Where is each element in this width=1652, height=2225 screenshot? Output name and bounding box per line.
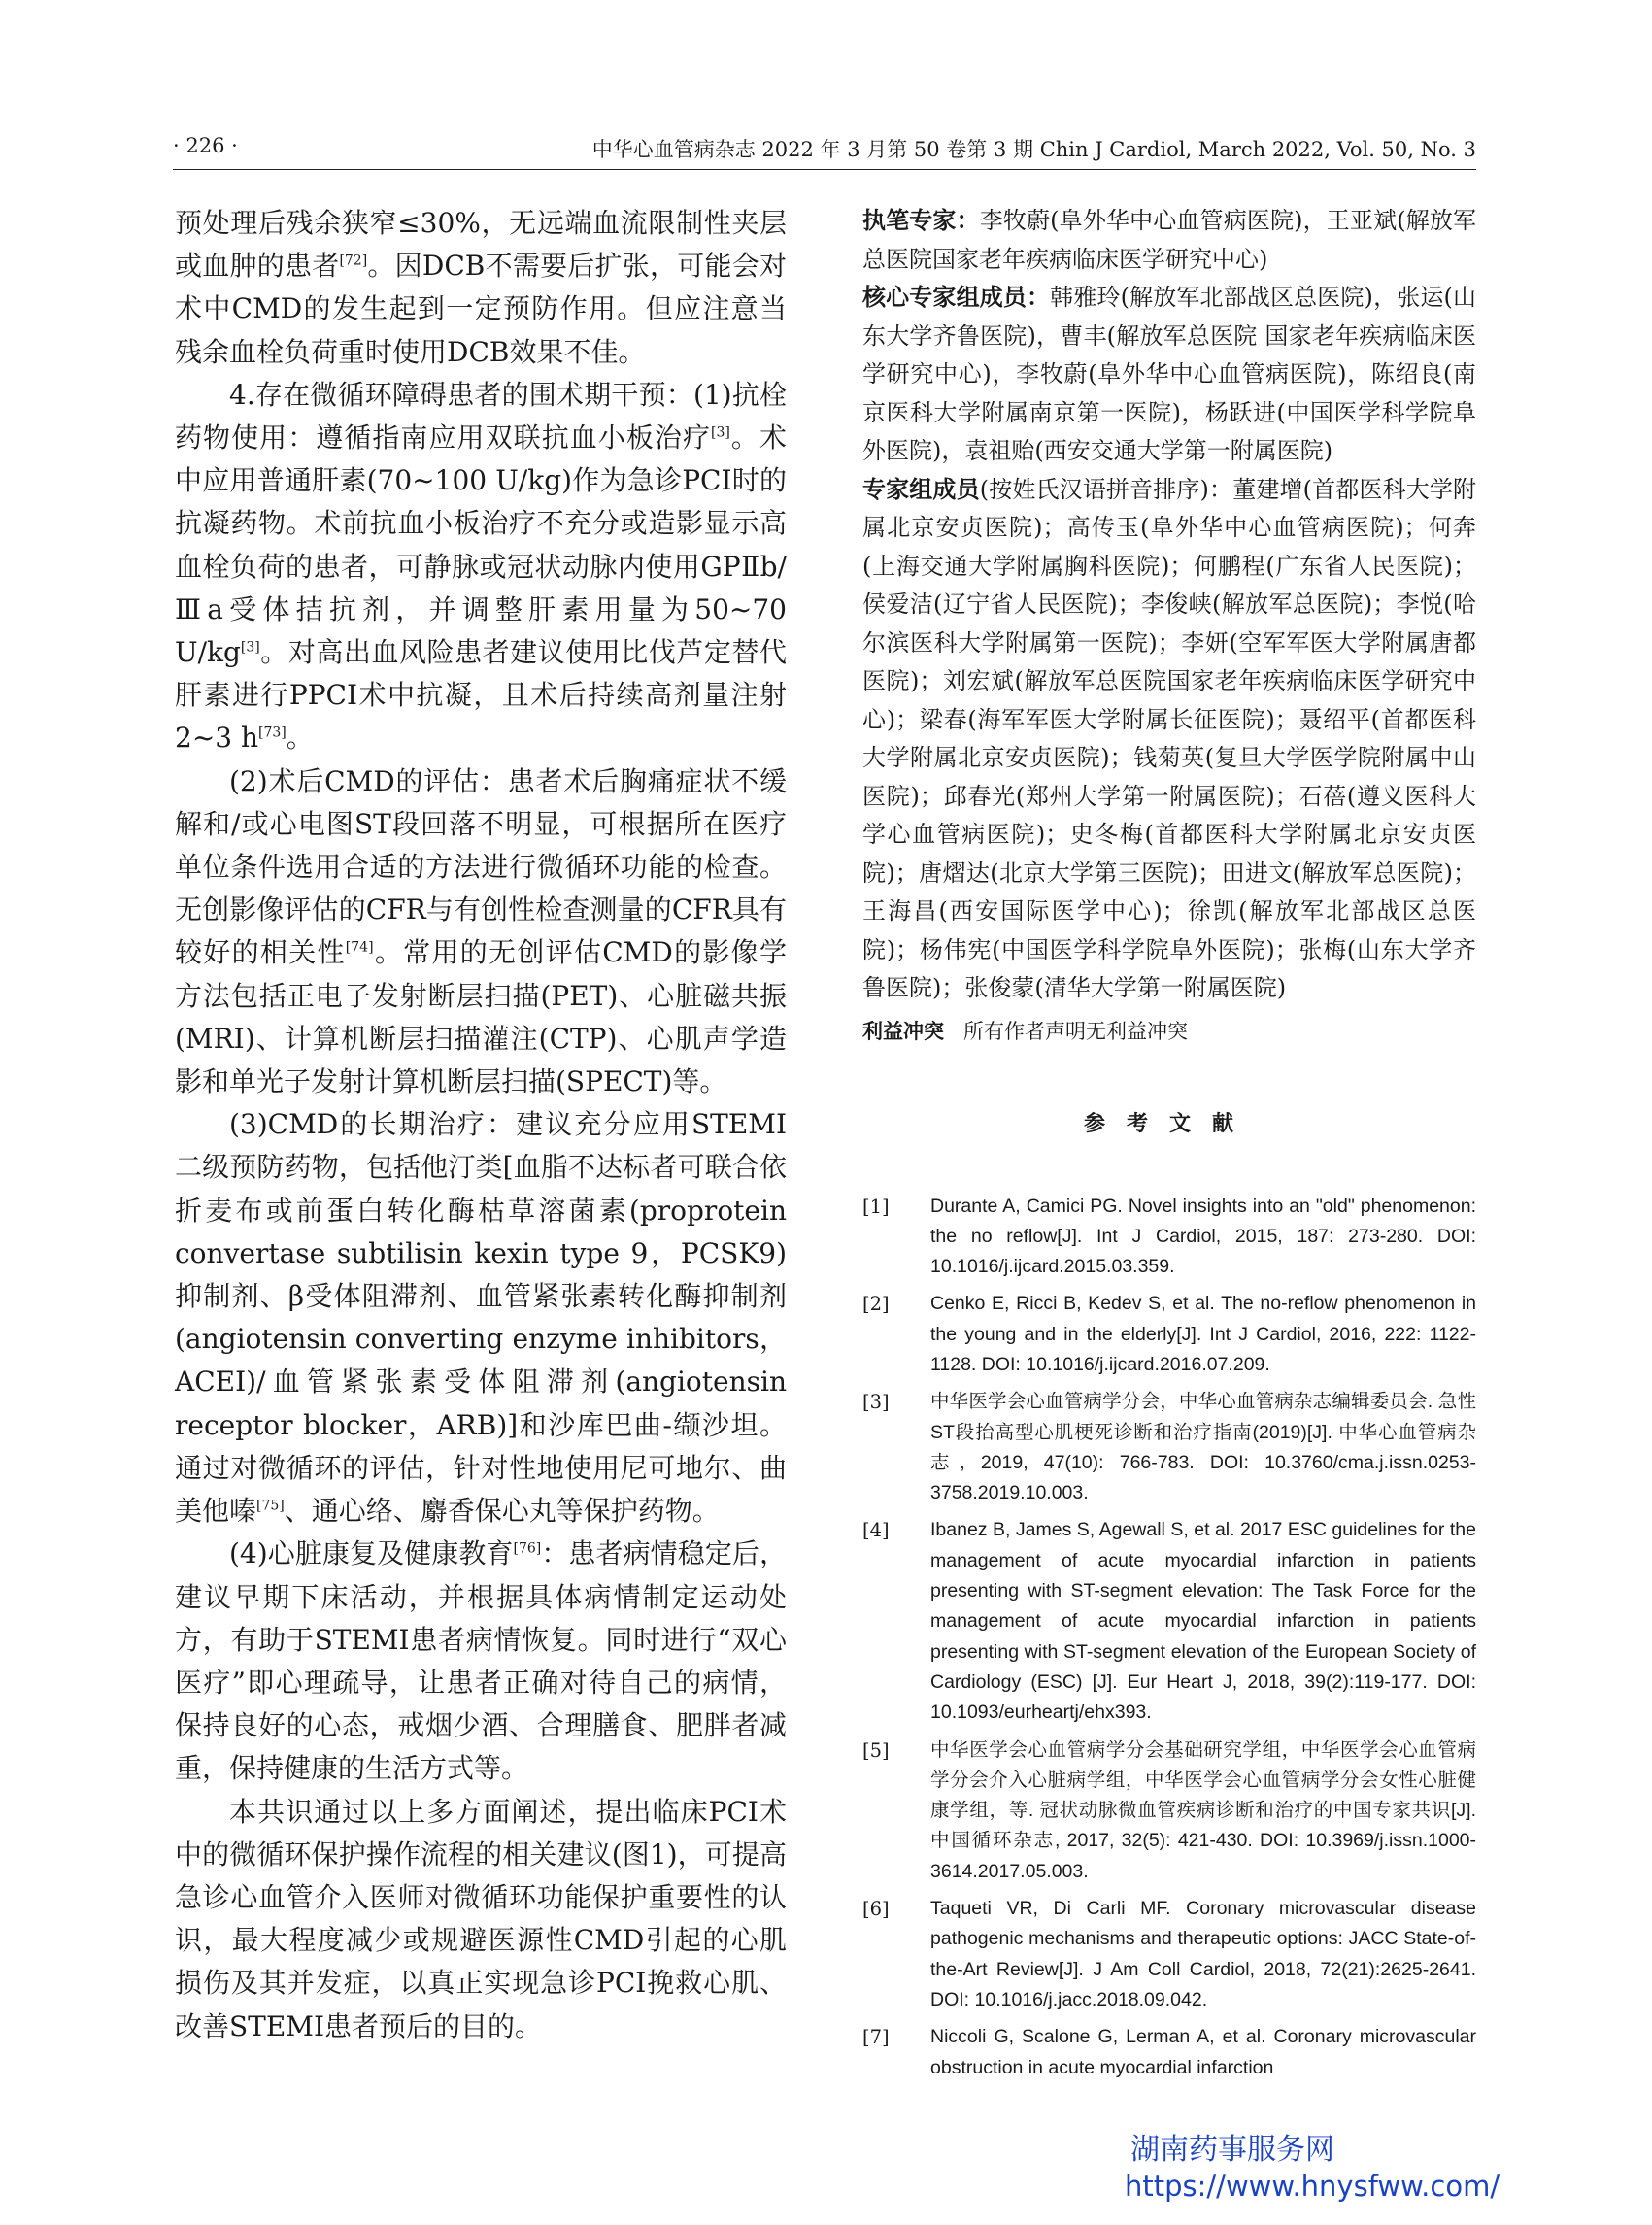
reference-text: Ibanez B, James S, Agewall S, et al. 2017 ESC guidelines for the management of acute myocardial infarction in patients presenting with ST-segment elevation: The Task Force for the management of acute myocardial infarction in patients presenting with ST-segment elevation of the European Society of Cardiology (ESC) [J]. Eur Heart J, 2018, 39(2):119-177. DOI: 10.1093/eurheartj/ehx393. — [930, 1519, 1476, 1724]
reference-item — [862, 1515, 1476, 1728]
right-column — [862, 202, 1476, 2090]
reference-item — [862, 1736, 1476, 1887]
reference-text: 中华医学会心血管病学分会基础研究学组，中华医学会心血管病学分会介入心脏病学组，中华医学会心血管病学分会女性心脏健康学组，等. 冠状动脉微血管疾病诊断和治疗的中国专家共识[J]. 中国循环杂志, 2017, 32(5): 421-430. DOI: 10.3969/j.issn.1000-3614.2017.05.003. — [930, 1738, 1476, 1882]
reference-text: Cenko E, Ricci B, Kedev S, et al. The no-reflow phenomenon in the young and in the elderly[J]. Int J Cardiol, 2016, 222: 1122-1128. DOI: 10.1016/j.ijcard.2016.07.209. — [930, 1293, 1476, 1375]
references-heading: 参考文献 — [1083, 1111, 1255, 1136]
reference-item — [862, 2022, 1476, 2083]
reference-text: Durante A, Camici PG. Novel insights into an "old" phenomenon: the no reflow[J]. Int J Cardiol, 2015, 187: 273-280. DOI: 10.1016/j.ijcard.2015.03.359. — [930, 1195, 1476, 1278]
writing-experts-label: 执笔专家： — [862, 207, 980, 234]
writing-experts — [862, 202, 1476, 279]
expert-group-names: (按姓氏汉语拼音排序)：董建增(首都医科大学附属北京安贞医院)；高传玉(阜外华中心血管病医院)；何奔(上海交通大学附属胸科医院)；何鹏程(广东省人民医院)；侯爱洁(辽宁省人民医院)；李俊峡(解放军总医院)；李悦(哈尔滨医科大学附属第一医院)；李妍(空军军医大学附属唐都医院)；刘宏斌(解放军总医院国家老年疾病临床医学研究中心)；梁春(海军军医大学附属长征医院)；聂绍平(首都医科大学附属北京安贞医院)；钱菊英(复旦大学医学院附属中山医院)；邱春光(郑州大学第一附属医院)；石蓓(遵义医科大学心血管病医院)；史冬梅(首都医科大学附属北京安贞医院)；唐熠达(北京大学第三医院)；田进文(解放军总医院)；王海昌(西安国际医学中心)；徐凯(解放军北部战区总医院)；杨伟宪(中国医学科学院阜外医院)；张梅(山东大学齐鲁医院)；张俊蒙(清华大学第一附属医院) — [862, 475, 1477, 1001]
reference-number: [7] — [862, 2026, 890, 2049]
reference-number: [1] — [862, 1195, 890, 1218]
core-experts-label: 核心专家组成员： — [862, 284, 1051, 311]
paragraph-5: (4)心脏康复及健康教育[76]：患者病情稳定后，建议早期下床活动，并根据具体病情制定运动处方，有助于STEMI患者病情恢复。同时进行“双心医疗”即心理疏导，让患者正确对待自己的病情，保持良好的心态，戒烟少酒、合理膳食、肥胖者减重，保持健康的生活方式等。 — [175, 1537, 787, 1785]
reference-item — [862, 1894, 1476, 2015]
left-column — [175, 202, 787, 2048]
page-header — [173, 130, 1476, 170]
reference-text: 中华医学会心血管病学分会，中华心血管病杂志编辑委员会. 急性ST段抬高型心肌梗死诊断和治疗指南(2019)[J]. 中华心血管病杂志, 2019, 47(10): 766-783. DOI: 10.3760/cma.j.issn.0253-3758.2019.10.003. — [930, 1391, 1476, 1504]
paragraph-3: (2)术后CMD的评估：患者术后胸痛症状不缓解和/或心电图ST段回落不明显，可根据所在医疗单位条件选用合适的方法进行微循环功能的检查。无创影像评估的CFR与有创性检查测量的CFR具有较好的相关性[74]。常用的无创评估CMD的影像学方法包括正电子发射断层扫描(PET)、心脏磁共振(MRI)、计算机断层扫描灌注(CTP)、心肌声学造影和单光子发射计算机断层扫描(SPECT)等。 — [175, 764, 787, 1098]
reference-list — [862, 1192, 1476, 2083]
paragraph-6: 本共识通过以上多方面阐述，提出临床PCI术中的微循环保护操作流程的相关建议(图1)，可提高急诊心血管介入医师对微循环功能保护重要性的认识，最大程度减少或规避医源性CMD引起的心肌损伤及其并发症，以真正实现急诊PCI挽救心肌、改善STEMI患者预后的目的。 — [175, 1795, 787, 2042]
writing-experts-names: 李牧蔚(阜外华中心血管病医院)，王亚斌(解放军总医院国家老年疾病临床医学研究中心) — [862, 207, 1477, 273]
journal-citation: 中华心血管病杂志 2022 年 3 月第 50 卷第 3 期 Chin J Cardiol, March 2022, Vol. 50, No. 3 — [591, 138, 1476, 161]
reference-number: [6] — [862, 1898, 890, 1921]
watermark-url[interactable]: https://www.hnysfww.com/ — [1125, 2170, 1500, 2203]
reference-text: Niccoli G, Scalone G, Lerman A, et al. Coronary microvascular obstruction in acute myocardial infarction — [930, 2026, 1476, 2078]
watermark-site-name: 湖南药事服务网 — [1130, 2133, 1334, 2167]
core-experts — [862, 279, 1476, 471]
expert-group-label: 专家组成员 — [862, 475, 980, 503]
paragraph-4: (3)CMD的长期治疗：建议充分应用STEMI二级预防药物，包括他汀类[血脂不达标者可联合依折麦布或前蛋白转化酶枯草溶菌素(proprotein convertase subtilisin kexin type 9，PCSK9)抑制剂、β受体阻滞剂、血管紧张素转化酶抑制剂(angiotensin converting enzyme inhibitors，ACEI)/血管紧张素受体阻滞剂(angiotensin receptor blocker，ARB)]和沙库巴曲-缬沙坦。通过对微循环的评估，针对性地使用尼可地尔、曲美他嗪[75]、通心络、麝香保心丸等保护药物。 — [175, 1108, 787, 1528]
coi-text: 所有作者声明无利益冲突 — [963, 1019, 1188, 1043]
paragraph-1: 预处理后残余狭窄≤30%，无远端血流限制性夹层或血肿的患者[72]。因DCB不需要后扩张，可能会对术中CMD的发生起到一定预防作用。但应注意当残余血栓负荷重时使用DCB效果不佳。 — [175, 207, 787, 368]
reference-text: Taqueti VR, Di Carli MF. Coronary microvascular disease pathogenic mechanisms and therapeutic options: JACC State-of-the-Art Review[J]. J Am Coll Cardiol, 2018, 72(21):2625-2641. DOI: 10.1016/j.jacc.2018.09.042. — [930, 1898, 1476, 2010]
reference-number: [4] — [862, 1519, 890, 1542]
reference-item — [862, 1387, 1476, 1508]
core-experts-names: 韩雅玲(解放军北部战区总医院)，张运(山东大学齐鲁医院)，曹丰(解放军总医院 国家老年疾病临床医学研究中心)，李牧蔚(阜外华中心血管病医院)，陈绍良(南京医科大学附属南京第一医院)，杨跃进(中国医学科学院阜外医院)，袁祖贻(西安交通大学第一附属医院) — [862, 284, 1477, 464]
reference-number: [2] — [862, 1293, 890, 1316]
conflict-of-interest — [862, 1014, 1476, 1049]
page-number: · 226 · — [173, 134, 238, 157]
reference-item — [862, 1289, 1476, 1380]
coi-label: 利益冲突 — [862, 1019, 944, 1043]
watermark — [1125, 2133, 1500, 2205]
reference-number: [5] — [862, 1738, 890, 1762]
reference-item — [862, 1192, 1476, 1283]
paragraph-2: 4.存在微循环障碍患者的围术期干预：(1)抗栓药物使用：遵循指南应用双联抗血小板治疗[3]。术中应用普通肝素(70~100 U/kg)作为急诊PCI时的抗凝药物。术前抗血小板治疗不充分或造影显示高血栓负荷的患者，可静脉或冠状动脉内使用GPⅡb/Ⅲa受体拮抗剂，并调整肝素用量为50~70 U/kg[3]。对高出血风险患者建议使用比伐芦定替代肝素进行PPCI术中抗凝，且术后持续高剂量注射2~3 h[73]。 — [175, 378, 787, 755]
reference-number: [3] — [862, 1391, 890, 1414]
expert-group — [862, 471, 1476, 1008]
